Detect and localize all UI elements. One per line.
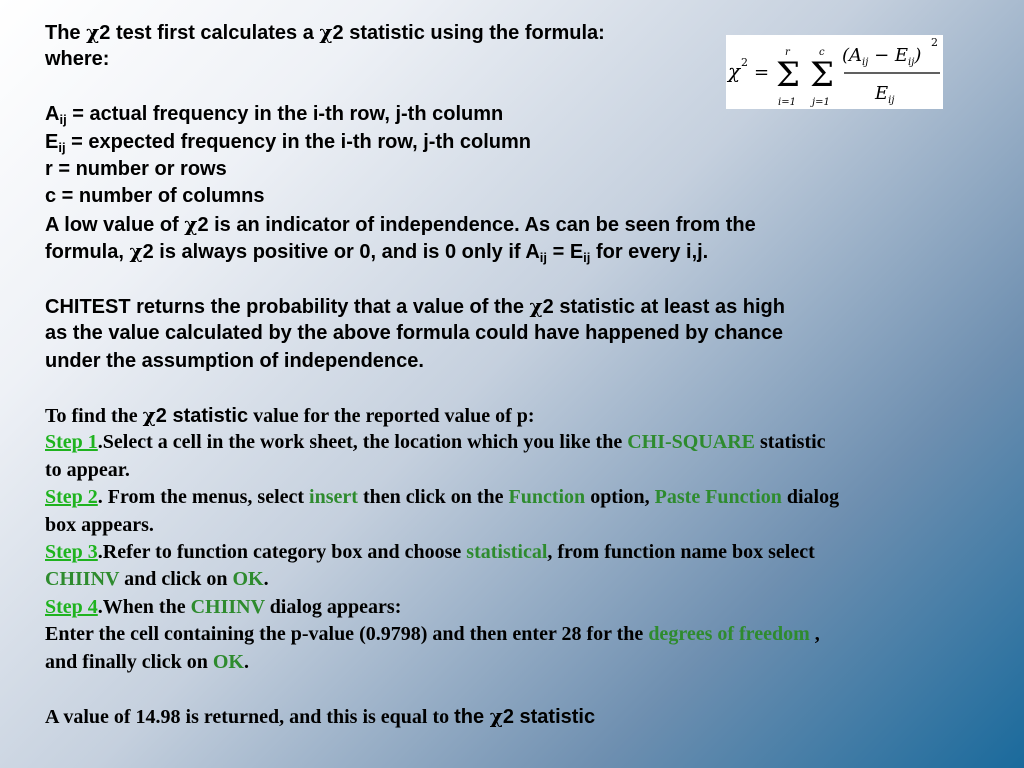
spacer — [45, 676, 965, 703]
step1-line-2: to appear. — [45, 458, 130, 481]
intro-line-1: The χ2 test first calculates a χ2 statistic using the formula: — [45, 20, 605, 44]
find-line: To find the χ2 statistic value for the reported value of p: — [45, 403, 535, 427]
chi-symbol: χ — [86, 20, 100, 44]
formula-upper-c: c — [819, 47, 825, 58]
chi-symbol: χ — [489, 704, 503, 729]
steps-block — [45, 402, 965, 731]
def-r: r = number or rows — [45, 157, 227, 180]
formula-denominator: $E_{ij}$ — [875, 83, 895, 106]
spacer — [45, 74, 965, 101]
intro-line-2: where: — [45, 48, 110, 71]
formula-lhs-sup: 2 — [741, 56, 748, 69]
step3-line-2: CHIINV and click on OK. — [45, 568, 269, 591]
step4-line-3: and finally click on OK. — [45, 650, 249, 673]
chitest-line-1: CHITEST returns the probability that a value of the χ2 statistic at least as high — [45, 293, 785, 318]
chi-symbol: χ — [129, 239, 143, 264]
chi-symbol: χ — [529, 293, 543, 318]
formula-power: 2 — [931, 36, 938, 49]
definition-block — [45, 19, 965, 375]
chi-symbol: χ — [184, 211, 198, 236]
formula-numerator: $(A_{ij} - E_{ij})$ — [842, 45, 922, 68]
chitest-line-3: under the assumption of independence. — [45, 349, 424, 372]
step4-link[interactable]: Step 4 — [45, 595, 98, 618]
result-line: A value of 14.98 is returned, and this is equal to the χ2 statistic — [45, 704, 596, 729]
formula-lower-j: j=1 — [812, 97, 830, 108]
formula-lower-i: i=1 — [778, 97, 796, 108]
step3-link[interactable]: Step 3 — [45, 540, 98, 563]
formula-lhs: χ — [728, 59, 741, 83]
step2-line-2: box appears. — [45, 513, 154, 536]
chi-symbol: χ — [319, 20, 333, 44]
formula-sigma-2: Σ — [810, 55, 835, 95]
chi-symbol: χ — [142, 403, 156, 427]
formula-sigma-1: Σ — [776, 55, 801, 95]
chitest-line-2: as the value calculated by the above formula could have happened by chance — [45, 322, 784, 345]
def-a: $A_{ij}$ = actual frequency in the i-th row, j-th column — [45, 103, 504, 128]
step2-line-1: Step 2. From the menus, select insert then click on the Function option, Paste Function dialog — [45, 486, 840, 509]
step2-link[interactable]: Step 2 — [45, 486, 98, 509]
spacer — [45, 266, 965, 293]
step1-line-1: Step 1.Select a cell in the work sheet, the location which you like the CHI-SQUARE statistic — [45, 431, 826, 454]
step4-line-2: Enter the cell containing the p-value (0.9798) and then enter 28 for the degrees of freedom , — [45, 623, 820, 646]
low-value-line-2: formula, χ2 is always positive or 0, and is 0 only if $A_{ij} = E_{ij}$ for every i,j. — [45, 239, 709, 266]
def-e: $E_{ij}$ = expected frequency in the i-th row, j-th column — [45, 130, 532, 155]
step4-line-1: Step 4.When the CHIINV dialog appears: — [45, 595, 402, 618]
formula-upper-r: r — [785, 47, 790, 58]
formula-equals: = — [754, 62, 770, 83]
step3-line-1: Step 3.Refer to function category box and choose statistical, from function name box select — [45, 540, 815, 563]
step1-link[interactable]: Step 1 — [45, 431, 98, 454]
low-value-line-1: A low value of χ2 is an indicator of independence. As can be seen from the — [45, 211, 756, 236]
def-c: c = number of columns — [45, 185, 265, 208]
